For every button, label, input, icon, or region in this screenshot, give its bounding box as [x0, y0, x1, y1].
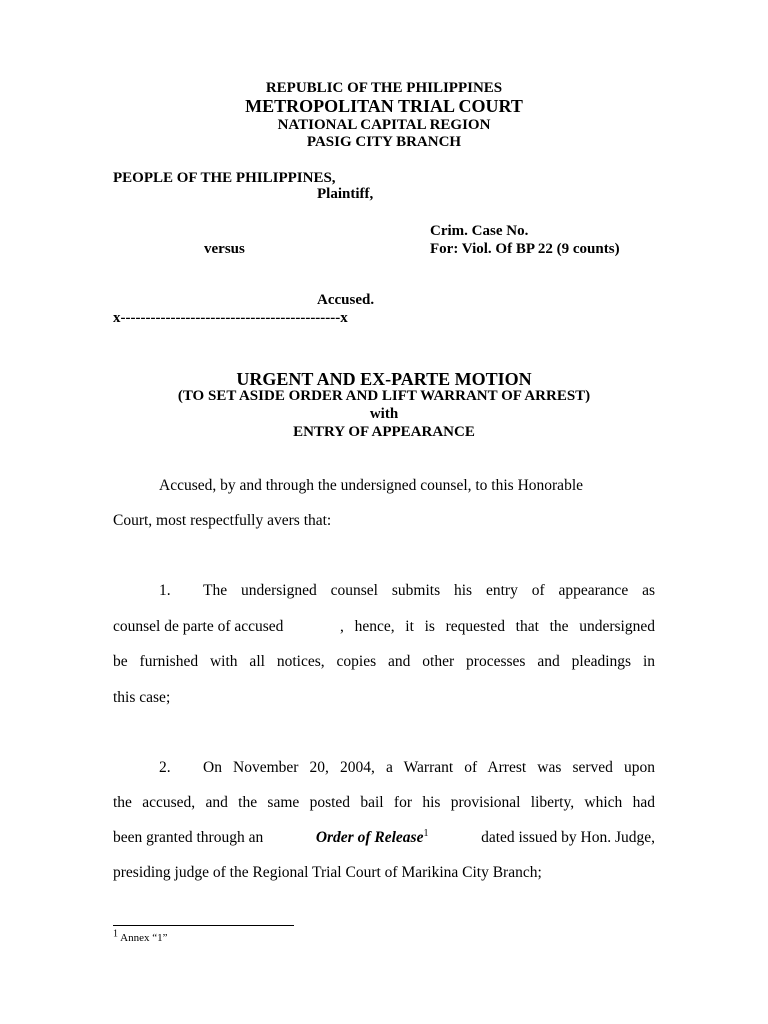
case-number: Crim. Case No.	[430, 223, 529, 239]
motion-with: with	[369, 406, 399, 422]
para2-line-4: presiding judge of the Regional Trial Court of Marikina City Branch;	[113, 864, 542, 881]
intro-line-2: Court, most respectfully avers that:	[113, 512, 332, 529]
header-region: NATIONAL CAPITAL REGION	[277, 117, 491, 133]
footnote-mark: 1	[113, 928, 118, 940]
order-of-release	[316, 829, 429, 847]
intro-text-1: Accused, by and through the undersigned counsel, to this Honorable	[159, 477, 584, 494]
para1-line-3: be furnished with all notices, copies and other processes and pleadings in	[113, 653, 655, 670]
para2-line-3b: dated issued by Hon. Judge,	[481, 829, 655, 846]
para2-line-3	[113, 829, 655, 847]
footnote	[113, 928, 168, 944]
para2-line-3a: been granted through an	[113, 829, 264, 846]
para2-line-1: On November 20, 2004, a Warrant of Arrest was served upon	[203, 759, 655, 776]
para1-line-2b: , hence, it is requested that the undersigned	[340, 618, 655, 635]
para1-line-4: this case;	[113, 689, 171, 706]
para1-line-2a: counsel de parte of accused	[113, 618, 284, 635]
motion-title: URGENT AND EX-PARTE MOTION	[236, 369, 532, 389]
motion-entry: ENTRY OF APPEARANCE	[293, 424, 475, 440]
footnote-ref: 1	[423, 827, 429, 839]
offense-label: For: Viol. Of BP 22 (9 counts)	[430, 241, 620, 257]
versus-label: versus	[204, 241, 245, 257]
header-court: METROPOLITAN TRIAL COURT	[245, 96, 523, 116]
para2-line-2: the accused, and the same posted bail for his provisional liberty, which had	[113, 794, 655, 811]
footnote-text: Annex “1”	[120, 932, 168, 944]
para1-number: 1.	[159, 582, 171, 599]
motion-subtitle: (TO SET ASIDE ORDER AND LIFT WARRANT OF ARREST)	[177, 388, 591, 404]
header-branch: PASIG CITY BRANCH	[306, 134, 462, 150]
caption-separator: x--------------------------------------------x	[113, 310, 348, 326]
para1-line-1: The undersigned counsel submits his entry of appearance as	[203, 582, 655, 599]
plaintiff-role: Plaintiff,	[317, 186, 374, 202]
order-of-release-text: Order of Release	[315, 829, 424, 846]
para2-number: 2.	[159, 759, 171, 776]
footnote-rule	[113, 925, 294, 926]
intro-line-1	[159, 477, 655, 495]
accused-label: Accused.	[317, 292, 375, 308]
header-republic: REPUBLIC OF THE PHILIPPINES	[265, 80, 503, 96]
plaintiff-name: PEOPLE OF THE PHILIPPINES,	[113, 170, 336, 186]
